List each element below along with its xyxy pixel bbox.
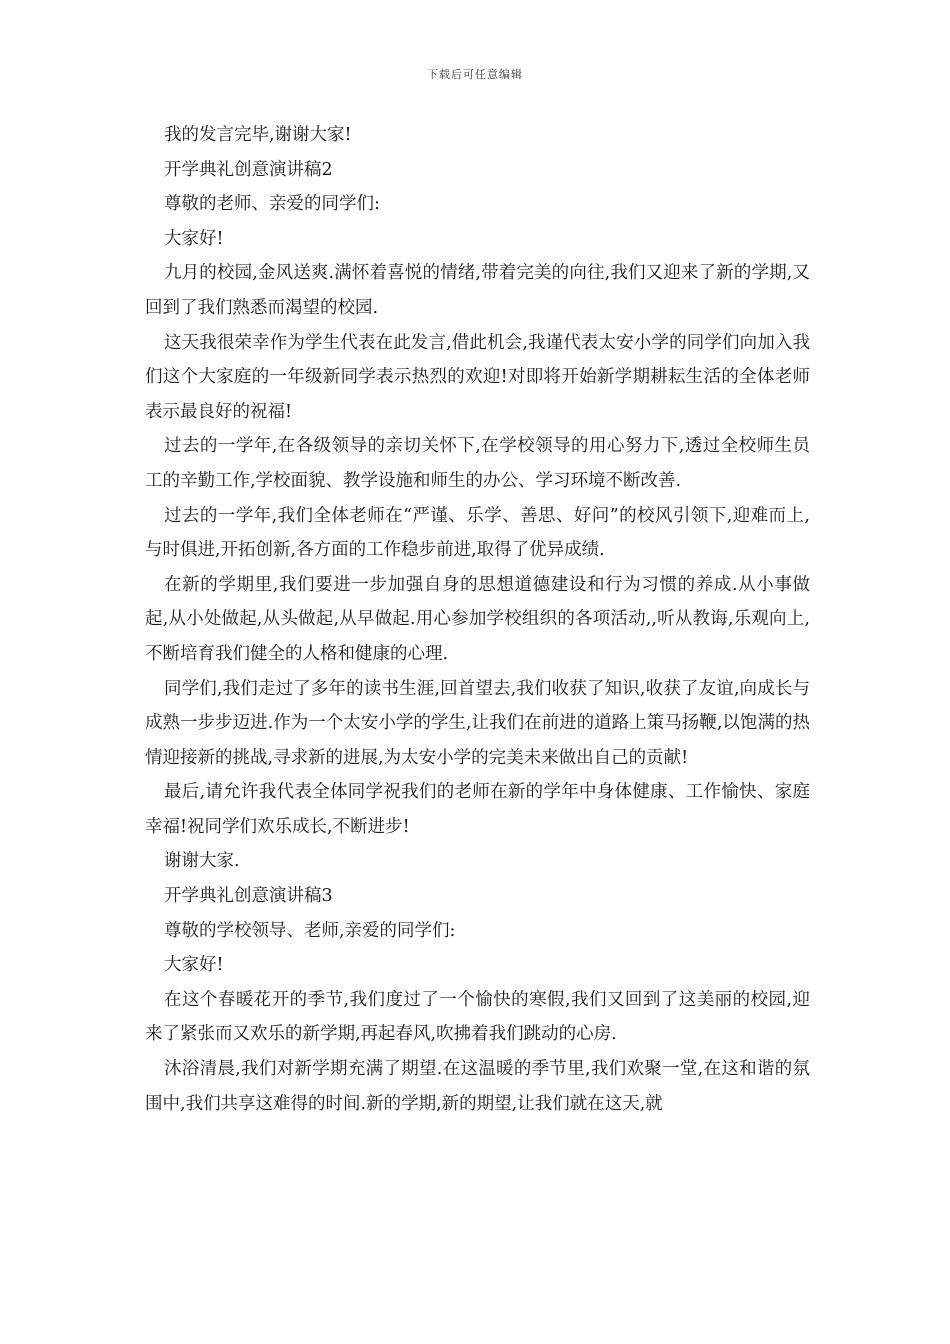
section-title: 开学典礼创意演讲稿3: [164, 886, 333, 907]
paragraph: 九月的校园,金风送爽.满怀着喜悦的情绪,带着完美的向往,我们又迎来了新的学期,又回到了我们熟悉而渴望的校园.: [145, 263, 810, 318]
closing-line: 我的发言完毕,谢谢大家!: [164, 125, 352, 145]
paragraph: 在新的学期里,我们要进一步加强自身的思想道德建设和行为习惯的养成.从小事做起,从小处做起,从头做起,从早做起.用心参加学校组织的各项活动,,听从教诲,乐观向上,不断培育我们健全的人格和健康的心理.: [145, 574, 810, 664]
paragraph: 沐浴清晨,我们对新学期充满了期望.在这温暖的季节里,我们欢聚一堂,在这和谐的氛围中,我们共享这难得的时间.新的学期,新的期望,让我们就在这天,就: [145, 1059, 810, 1114]
paragraph: 过去的一学年,我们全体老师在“严谨、乐学、善思、好问”的校风引领下,迎难而上,与时俱进,开拓创新,各方面的工作稳步前进,取得了优异成绩.: [145, 505, 810, 561]
paragraph: 过去的一学年,在各级领导的亲切关怀下,在学校领导的用心努力下,透过全校师生员工的辛勤工作,学校面貌、教学设施和师生的办公、学习环境不断改善.: [145, 436, 810, 491]
paragraph: 同学们,我们走过了多年的读书生涯,回首望去,我们收获了知识,收获了友谊,向成长与成熟一步步迈进.作为一个太安小学的学生,让我们在前进的道路上策马扬鞭,以饱满的热情迎接新的挑战,寻求新的进展,为太安小学的完美未来做出自己的贡献!: [145, 678, 810, 768]
paragraph: 最后,请允许我代表全体同学祝我们的老师在新的学年中身体健康、工作愉快、家庭幸福!祝同学们欢乐成长,不断进步!: [145, 782, 810, 837]
section-title: 开学典礼创意演讲稿2: [164, 159, 333, 180]
thanks-line: 谢谢大家.: [164, 851, 240, 872]
document-body: [145, 118, 810, 1121]
paragraph: 在这个春暖花开的季节,我们度过了一个愉快的寒假,我们又回到了这美丽的校园,迎来了紧张而又欢乐的新学期,再起春风,吹拂着我们跳动的心房.: [145, 989, 810, 1045]
greeting: 大家好!: [164, 955, 224, 976]
salutation: 尊敬的学校领导、老师,亲爱的同学们:: [164, 920, 456, 941]
page-header-note: 下载后可任意编辑: [427, 68, 523, 81]
greeting: 大家好!: [164, 228, 224, 249]
salutation: 尊敬的老师、亲爱的同学们:: [164, 194, 380, 215]
paragraph: 这天我很荣幸作为学生代表在此发言,借此机会,我谨代表太安小学的同学们向加入我们这个大家庭的一年级新同学表示热烈的欢迎!对即将开始新学期耕耘生活的全体老师表示最良好的祝福!: [145, 332, 810, 422]
